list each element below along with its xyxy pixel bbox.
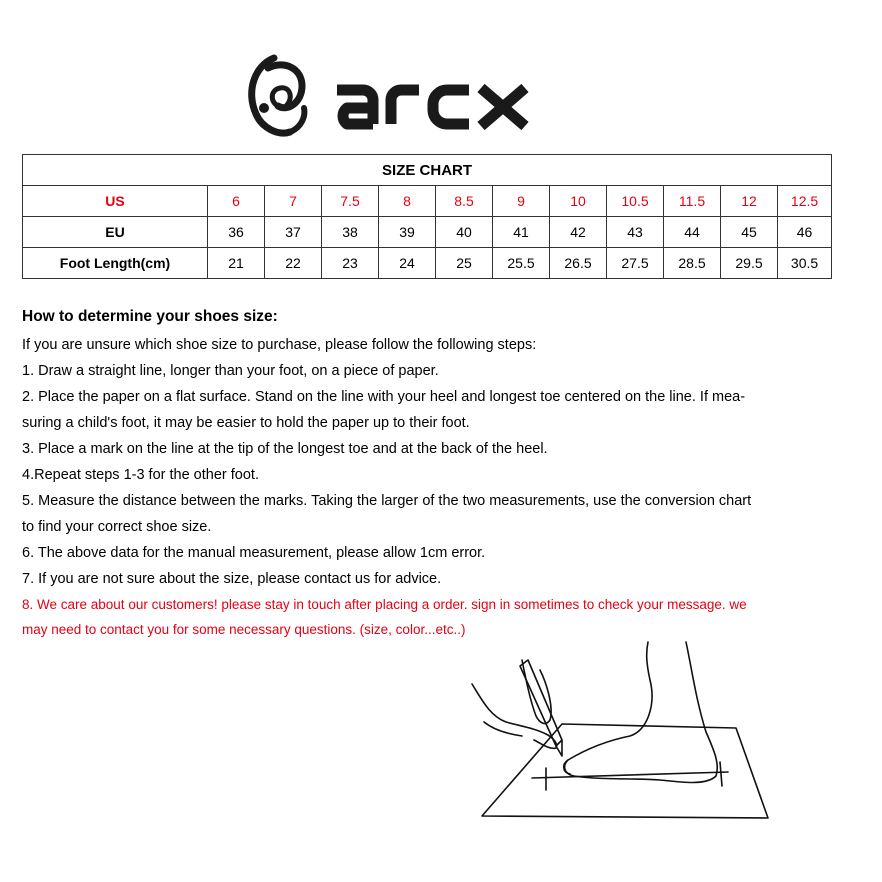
size-cell: 12 [721,186,778,217]
size-cell: 45 [721,217,778,248]
foot-measurement-illustration [470,640,780,820]
instruction-line: 5. Measure the distance between the marks. Taking the larger of the two measurements, use the conversion chart [22,493,752,509]
instruction-line: suring a child's foot, it may be easier to hold the paper up to their foot. [22,415,470,431]
size-cell: 27.5 [607,248,664,279]
size-cell: 26.5 [550,248,607,279]
instructions-heading: How to determine your shoes size: [22,308,278,325]
size-chart-title: SIZE CHART [23,155,832,186]
instruction-line: 7. If you are not sure about the size, please contact us for advice. [22,571,442,587]
size-row-us [23,186,832,217]
size-cell: 25 [436,248,493,279]
size-cell: 7.5 [322,186,379,217]
customer-note-line: 8. We care about our customers! please stay in touch after placing a order. sign in sometimes to check your message. we [22,597,747,612]
row-label: US [23,186,208,217]
size-cell: 28.5 [664,248,721,279]
size-cell: 8 [379,186,436,217]
size-cell: 9 [493,186,550,217]
size-cell: 46 [778,217,832,248]
size-cell: 40 [436,217,493,248]
size-cell: 10 [550,186,607,217]
size-cell: 44 [664,217,721,248]
size-cell: 39 [379,217,436,248]
foot-measurement-illustration-icon [470,640,780,820]
arcx-wordmark [329,72,539,132]
row-label: EU [23,217,208,248]
size-cell: 10.5 [607,186,664,217]
size-cell: 37 [265,217,322,248]
size-cell: 21 [208,248,265,279]
instruction-line: 2. Place the paper on a flat surface. Stand on the line with your heel and longest toe centered on the line. If mea- [22,389,746,405]
size-instructions [22,304,822,642]
size-chart-header-row [23,155,832,186]
brand-logo [244,52,534,142]
size-cell: 41 [493,217,550,248]
size-cell: 8.5 [436,186,493,217]
instruction-line: 6. The above data for the manual measurement, please allow 1cm error. [22,545,486,561]
size-cell: 29.5 [721,248,778,279]
row-label: Foot Length(cm) [23,248,208,279]
size-cell: 22 [265,248,322,279]
size-cell: 42 [550,217,607,248]
size-cell: 43 [607,217,664,248]
size-cell: 23 [322,248,379,279]
instruction-line: If you are unsure which shoe size to purchase, please follow the following steps: [22,337,537,353]
size-cell: 38 [322,217,379,248]
size-cell: 30.5 [778,248,832,279]
size-cell: 36 [208,217,265,248]
size-cell: 6 [208,186,265,217]
size-row-eu [23,217,832,248]
size-cell: 11.5 [664,186,721,217]
size-cell: 25.5 [493,248,550,279]
size-row-foot-length [23,248,832,279]
instruction-line: to find your correct shoe size. [22,519,212,535]
instruction-line: 1. Draw a straight line, longer than your foot, on a piece of paper. [22,363,439,379]
customer-note-line: may need to contact you for some necessary questions. (size, color...etc..) [22,622,466,637]
size-cell: 7 [265,186,322,217]
instruction-line: 4.Repeat steps 1-3 for the other foot. [22,467,259,483]
size-cell: 24 [379,248,436,279]
instruction-line: 3. Place a mark on the line at the tip of the longest toe and at the back of the heel. [22,441,548,457]
size-cell: 12.5 [778,186,832,217]
size-chart-table [22,154,832,279]
